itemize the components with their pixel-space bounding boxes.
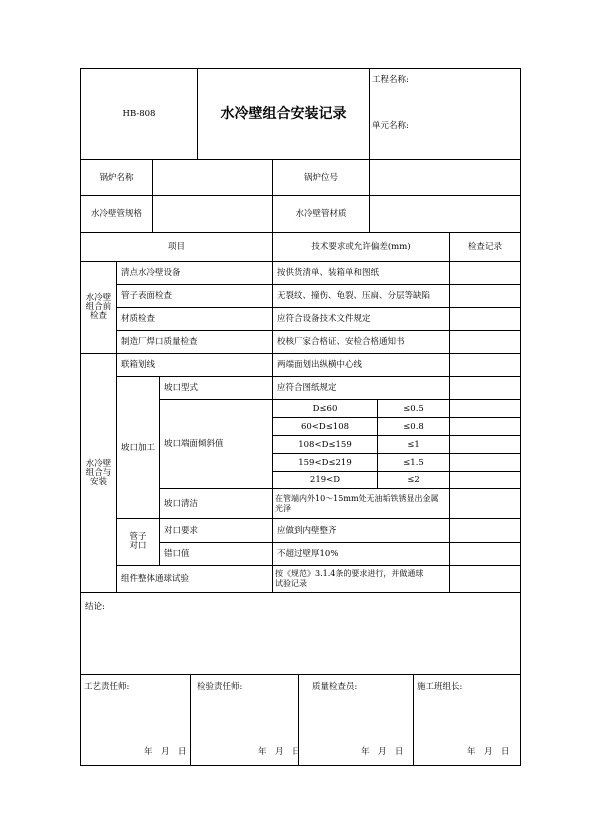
slope-condition: 108<D≤159 [272,435,378,454]
slope-value: ≤1.5 [377,453,450,472]
link-line-item: 联箱划线 [116,353,273,377]
groove-type-requirement: 应符合图纸规定 [272,376,450,400]
pre-check-requirement: 应符合设备技术文件规定 [272,307,450,331]
pre-check-item: 制造厂焊口质量检查 [116,330,273,354]
pipe-align-requirement: 应做到内壁整齐 [272,518,450,543]
boiler-name-label: 锅炉名称 [80,159,153,196]
signature-label: 工艺责任师: [84,682,130,692]
slope-record[interactable] [449,453,521,472]
groove-clean-item: 坡口清洁 [159,488,273,519]
slope-value: ≤2 [377,471,450,489]
tube-material-label: 水冷壁管材质 [272,195,370,233]
slope-record[interactable] [449,417,521,436]
pipe-align-record[interactable] [449,518,521,543]
pre-check-item: 材质检查 [116,307,273,331]
pre-check-requirement: 校核厂家合格证、安检合格通知书 [272,330,450,354]
boiler-name-value[interactable] [152,159,273,196]
pre-check-record[interactable] [449,307,521,331]
column-item: 项目 [80,232,273,262]
groove-clean-record[interactable] [449,488,521,519]
groove-type-record[interactable] [449,376,521,400]
groove-slope-item: 坡口端面倾斜值 [159,399,273,489]
slope-condition: D≤60 [272,399,378,418]
signature-label: 质量检查员: [312,682,358,692]
slope-condition: 60<D≤108 [272,417,378,436]
pre-check-requirement: 按供货清单、装箱单和图纸 [272,261,450,285]
groove-group-label: 坡口加工 [116,376,160,519]
link-line-record[interactable] [449,353,521,377]
pre-check-requirement: 无裂纹、撞伤、龟裂、压扁、分层等缺陷 [272,284,450,308]
pre-check-record[interactable] [449,261,521,285]
groove-clean-requirement: 在管端内外10～15mm处无油垢铁锈显出金属 光泽 [272,488,450,519]
pre-check-record[interactable] [449,284,521,308]
column-record: 检查记录 [449,232,521,262]
slope-value: ≤0.5 [377,399,450,418]
pipe-offset-item: 错口值 [159,542,273,566]
signature-label: 施工班组长: [417,682,463,692]
signature-date: 年 月 日 [144,747,187,757]
groove-type-item: 坡口型式 [159,376,273,400]
slope-value: ≤1 [377,435,450,454]
pre-check-item: 清点水冷壁设备 [116,261,273,285]
column-requirement: 技术要求或允许偏差(mm) [272,232,450,262]
pipe-group-label: 管子对口 [116,518,160,566]
boiler-position-label: 锅炉位号 [272,159,370,196]
slope-record[interactable] [449,471,521,489]
form-title: 水冷壁组合安装记录 [197,68,370,160]
slope-value: ≤0.8 [377,417,450,436]
signature-date: 年 月 日 [361,747,404,757]
ball-test-record[interactable] [449,565,521,593]
signature-date: 年 月 日 [467,747,510,757]
boiler-position-value[interactable] [369,159,521,196]
slope-record[interactable] [449,399,521,418]
link-line-requirement: 两端面划出纵横中心线 [272,353,450,377]
tube-spec-label: 水冷壁管规格 [80,195,153,233]
ball-test-requirement: 按《规范》3.1.4条的要求进行，并做通球 试验记录 [272,565,450,593]
slope-condition: 219<D [272,471,378,489]
pre-check-item: 管子表面检查 [116,284,273,308]
assembly-group-label: 水冷壁组合与安装 [80,353,117,593]
pre-check-group-label: 水冷壁组合前检查 [80,261,117,354]
tube-spec-value[interactable] [152,195,273,233]
project-name-label: 工程名称: [372,75,409,85]
conclusion-box[interactable] [80,592,521,675]
slope-record[interactable] [449,435,521,454]
conclusion-label: 结论: [85,602,105,612]
ball-test-item: 组件整体通球试验 [116,565,273,593]
pipe-offset-record[interactable] [449,542,521,566]
tube-material-value[interactable] [369,195,521,233]
slope-condition: 159<D≤219 [272,453,378,472]
unit-name-label: 单元名称: [372,121,409,131]
pipe-align-item: 对口要求 [159,518,273,543]
pre-check-record[interactable] [449,330,521,354]
pipe-offset-requirement: 不超过壁厚10% [272,542,450,566]
signature-date: 年 月 日 [258,747,301,757]
record-form [80,68,521,766]
form-code: HB-808 [80,68,198,160]
signature-label: 检验责任师: [197,682,243,692]
